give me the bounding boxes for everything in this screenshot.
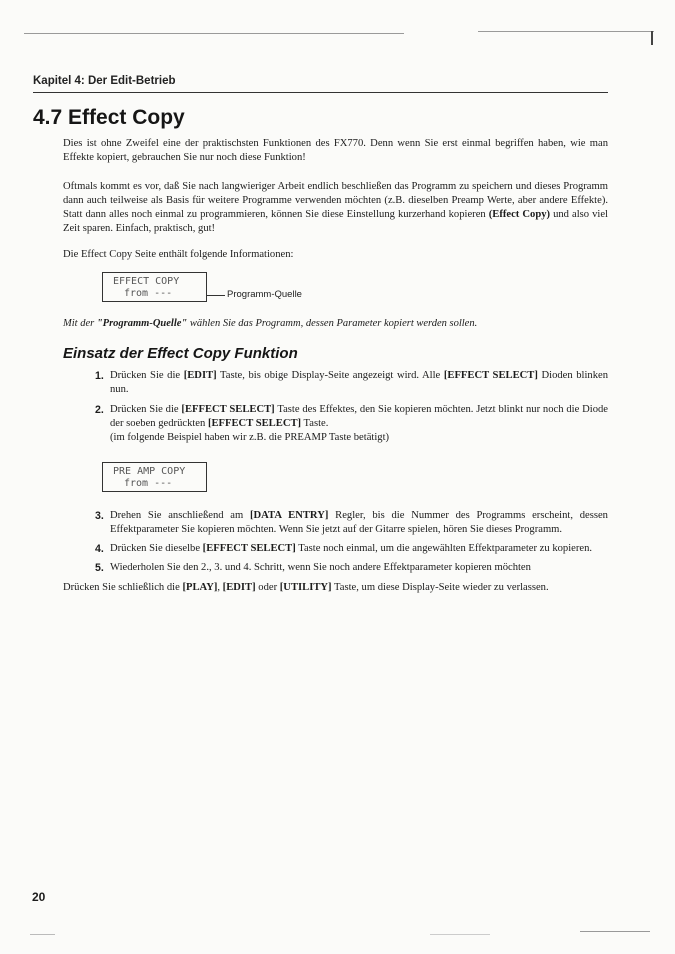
step-2-b2: [EFFECT SELECT] [207, 418, 302, 429]
source-pointer-line [207, 295, 225, 296]
subsection-title: Einsatz der Effect Copy Funktion [63, 345, 298, 362]
chapter-header: Kapitel 4: Der Edit-Betrieb [33, 75, 176, 87]
lcd-line-2: from --- [124, 478, 173, 489]
step-3-c: Regler, bis die Nummer des Programms erscheint, dessen Effektparameter Sie kopieren möchten. Wenn Sie jetzt auf der Gitarre spielen, hören Sie dieses Programm. [110, 510, 608, 535]
step-4-b1: [EFFECT SELECT] [202, 543, 296, 554]
lcd-line-1: EFFECT COPY [113, 276, 180, 287]
intro-paragraph: Dies ist ohne Zweifel eine der praktischsten Funktionen des FX770. Denn wenn Sie erst einmal begriffen haben, wie man Effekte kopiert, gebrauchen Sie nur noch diese Funktion! [63, 138, 608, 163]
closing-sep1: , [217, 582, 223, 593]
step-4-a: Drücken Sie dieselbe [110, 543, 203, 554]
step-4 [110, 542, 608, 556]
lcd-display-preamp-copy [102, 462, 207, 492]
top-rule [24, 33, 404, 34]
step-5 [110, 561, 608, 575]
note-bold: "Programm-Quelle" [96, 318, 188, 329]
step-2-c: Taste des Effektes, den Sie kopieren möchten. Jetzt blinkt nur noch die Diode der soeben gedrückten [110, 404, 609, 429]
lcd-line-1: PRE AMP COPY [113, 466, 186, 477]
note-suffix: wählen Sie das Programm, dessen Parameter kopiert werden sollen. [187, 318, 478, 329]
step-1 [110, 369, 608, 397]
step-1-d: Dioden blinken nun. [110, 370, 609, 395]
lcd-display-effect-copy [102, 272, 207, 302]
step-3 [110, 509, 608, 537]
source-note [63, 318, 477, 329]
step-3-a: Drehen Sie anschließend am [110, 510, 250, 521]
top-rule-right [478, 31, 654, 32]
header-rule [33, 92, 608, 93]
source-label: Programm-Quelle [227, 289, 302, 300]
closing-d: Taste, um diese Display-Seite wieder zu verlassen. [331, 582, 549, 593]
step-number: 3. [95, 510, 104, 522]
lcd-line-2: from --- [124, 288, 173, 299]
step-number: 2. [95, 404, 104, 416]
bottom-rule [430, 934, 490, 935]
note-prefix: Mit der [63, 318, 97, 329]
section-title: 4.7 Effect Copy [33, 106, 185, 129]
step-number: 5. [95, 562, 104, 574]
step-number: 4. [95, 543, 104, 555]
closing-b1: [PLAY] [182, 582, 218, 593]
paragraph-2 [63, 180, 608, 236]
step-3-b1: [DATA ENTRY] [250, 510, 329, 521]
bottom-rule [580, 931, 650, 932]
step-1-b1: [EDIT] [183, 370, 217, 381]
paragraph-2-text: Oftmals kommt es vor, daß Sie nach langwieriger Arbeit endlich beschließen das Programm zu speichern und dieses Programm dann auch teilweise als Basis für weitere Programme verwenden möchten (z.B. dieselben Preamp Werte, aber andere Effekte). Statt dann alles noch einmal zu programmieren, können Sie diese Einstellung kurzerhand kopieren [63, 181, 608, 220]
closing-sep2: oder [255, 582, 280, 593]
closing-a: Drücken Sie schließlich die [63, 582, 183, 593]
step-1-a: Drücken Sie die [110, 370, 184, 381]
step-5-a: Wiederholen Sie den 2., 3. und 4. Schritt, wenn Sie noch andere Effektparameter kopieren möchten [110, 562, 531, 573]
corner-mark [651, 31, 653, 45]
step-2-e: (im folgende Beispiel haben wir z.B. die PREAMP Taste betätigt) [110, 432, 390, 443]
paragraph-2-end: und also viel Zeit sparen. Einfach, praktisch, gut! [63, 209, 608, 234]
step-1-c: Taste, bis obige Display-Seite angezeigt wird. Alle [216, 370, 444, 381]
step-2-a: Drücken Sie die [110, 404, 182, 415]
closing-b3: [UTILITY] [279, 582, 332, 593]
step-4-c: Taste noch einmal, um die angewählten Effektparameter zu kopieren. [295, 543, 593, 554]
bottom-rule [30, 934, 55, 935]
step-2-d: Taste. [301, 418, 329, 429]
step-1-b2: [EFFECT SELECT] [443, 370, 538, 381]
step-2 [110, 403, 608, 445]
closing-b2: [EDIT] [222, 582, 256, 593]
paragraph-2-bold: (Effect Copy) [488, 209, 551, 220]
paragraph-3: Die Effect Copy Seite enthält folgende Informationen: [63, 249, 294, 260]
step-number: 1. [95, 370, 104, 382]
step-2-b1: [EFFECT SELECT] [181, 404, 275, 415]
closing-paragraph [63, 581, 608, 595]
page-number: 20 [32, 890, 46, 904]
